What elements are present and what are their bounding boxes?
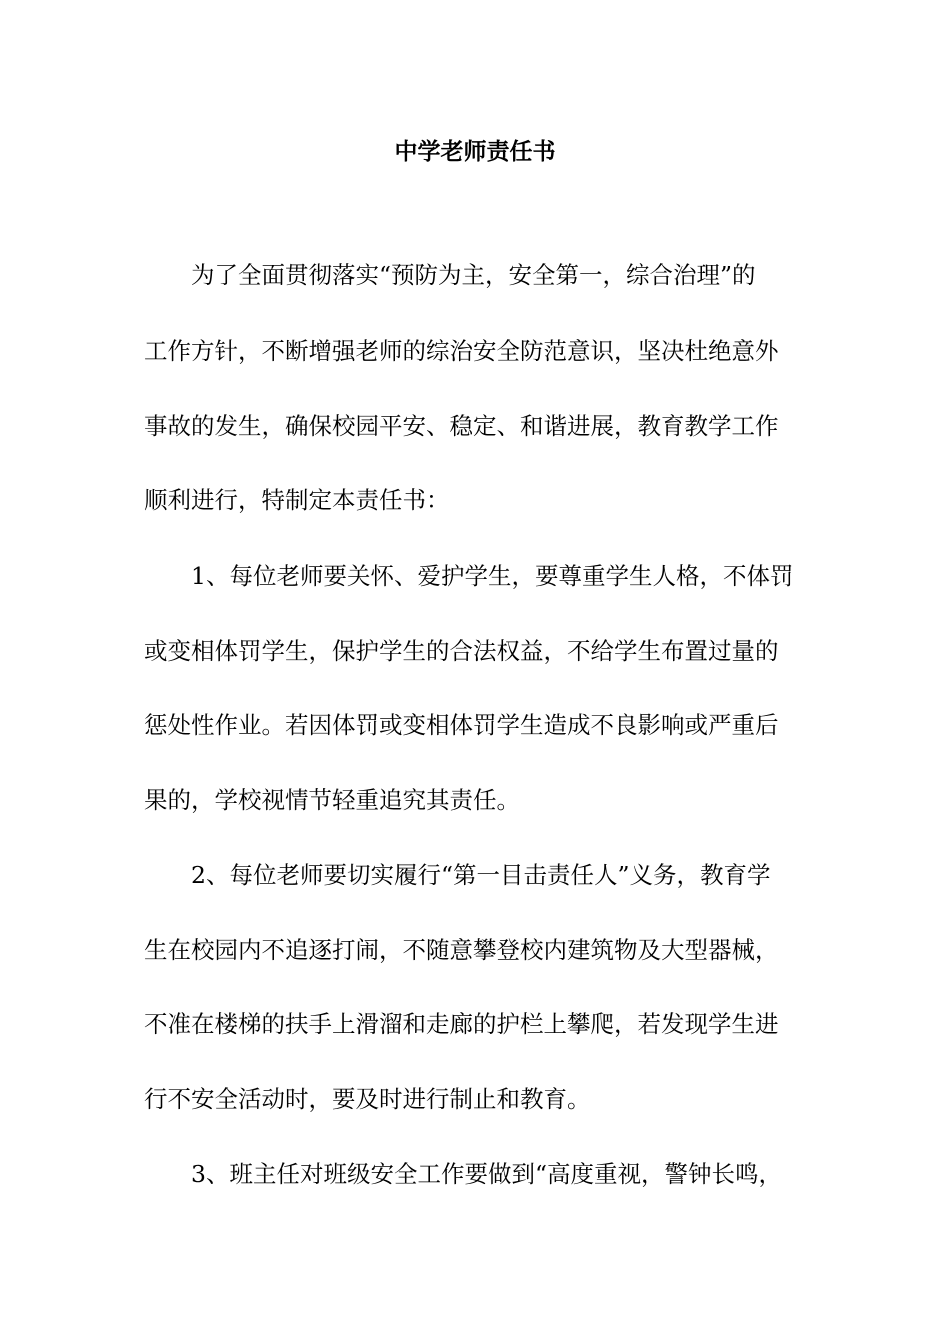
paragraph-2-line-2: 生在校园内不追逐打闹，不随意攀登校内建筑物及大型器械， [144,936,779,964]
paragraph-2-line-4: 行不安全活动时，要及时进行制止和教育。 [144,1085,591,1113]
paragraph-1-line-3: 惩处性作业。若因体罚或变相体罚学生造成不良影响或严重后 [144,711,779,739]
paragraph-2-line-3: 不准在楼梯的扶手上滑溜和走廊的护栏上攀爬，若发现学生进 [144,1010,779,1038]
paragraph-intro-line-1: 为了全面贯彻落实“预防为主，安全第一，综合治理”的 [191,261,756,289]
paragraph-3-line-1: 3、班主任对班级安全工作要做到“高度重视，警钟长鸣， [191,1160,782,1188]
paragraph-intro-line-4: 顺利进行，特制定本责任书： [144,486,450,514]
paragraph-intro-line-2: 工作方针，不断增强老师的综治安全防范意识，坚决杜绝意外 [144,337,779,365]
paragraph-intro-line-3: 事故的发生，确保校园平安、稳定、和谐进展，教育教学工作 [144,412,779,440]
paragraph-1-line-4: 果的，学校视情节轻重追究其责任。 [144,786,520,814]
paragraph-1-line-2: 或变相体罚学生，保护学生的合法权益，不给学生布置过量的 [144,637,779,665]
paragraph-1-line-1: 1、每位老师要关怀、爱护学生，要尊重学生人格，不体罚 [191,562,794,590]
document-title: 中学老师责任书 [394,138,556,165]
paragraph-2-line-1: 2、每位老师要切实履行“第一目击责任人”义务，教育学 [191,861,771,889]
